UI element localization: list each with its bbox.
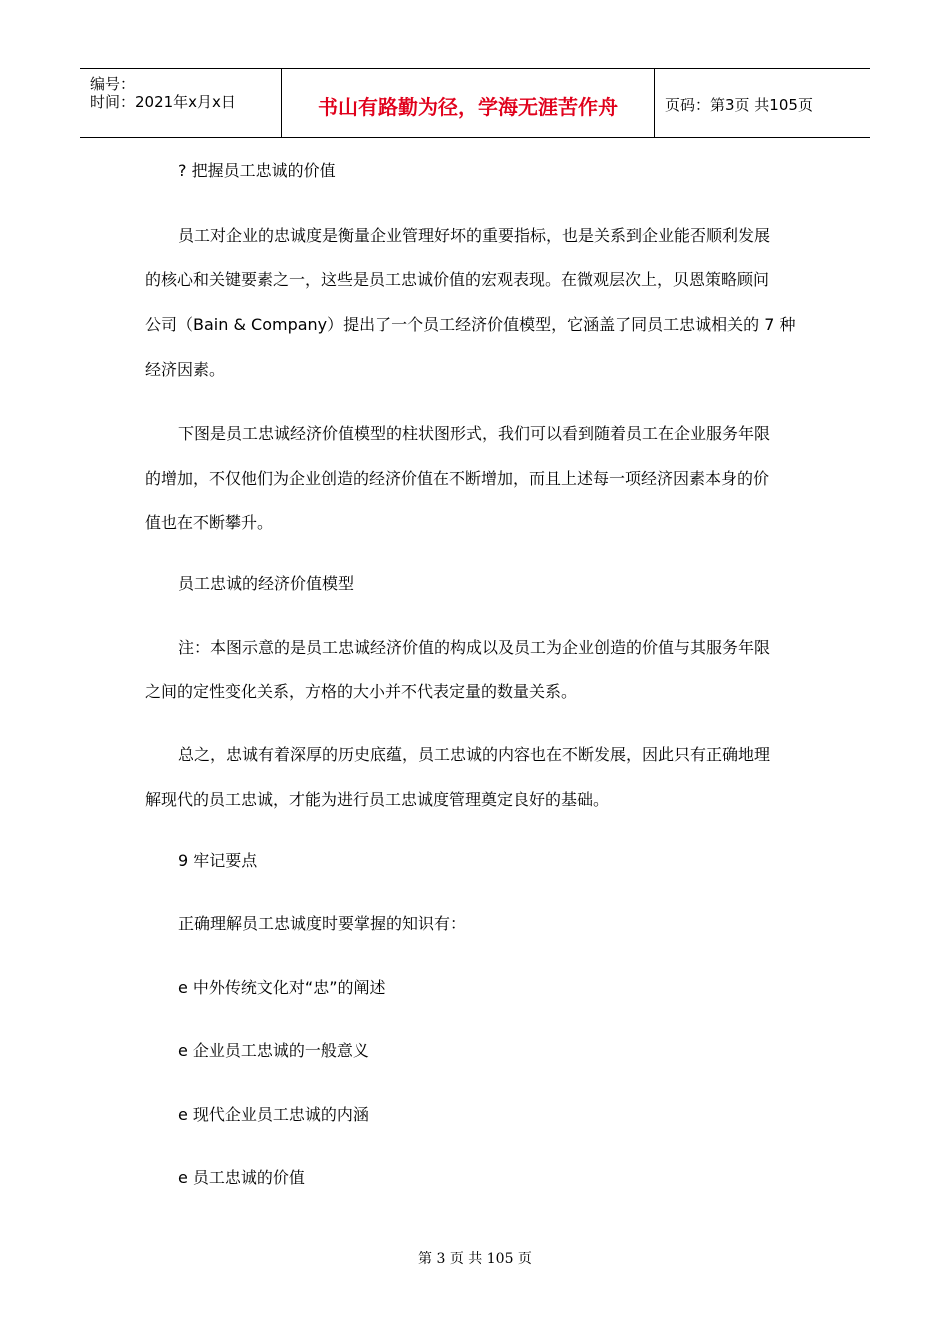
section-heading: ? 把握员工忠诚的价值	[178, 161, 336, 180]
date-label: 时间：2021年x月x日	[90, 93, 236, 111]
note-line: 之间的定性变化关系，方格的大小并不代表定量的数量关系。	[145, 682, 578, 701]
header-motto-cell	[282, 69, 655, 137]
figure-caption: 员工忠诚的经济价值模型	[178, 574, 355, 593]
paragraph-line: 值也在不断攀升。	[145, 513, 274, 532]
header-page-cell	[655, 69, 870, 137]
number-label: 编号：	[90, 75, 136, 93]
paragraph-line: 的核心和关键要素之一，这些是员工忠诚价值的宏观表现。在微观层次上，贝恩策略顾问	[145, 270, 770, 289]
paragraph-line: 的增加，不仅他们为企业创造的经济价值在不断增加，而且上述每一项经济因素本身的价	[145, 469, 770, 488]
list-item: e 现代企业员工忠诚的内涵	[178, 1105, 369, 1124]
paragraph-line: 公司（Bain & Company）提出了一个员工经济价值模型，它涵盖了同员工忠诚相关的 7 种	[145, 315, 796, 334]
list-item: e 企业员工忠诚的一般意义	[178, 1041, 369, 1060]
header-left-cell	[80, 69, 282, 137]
header-motto: 书山有路勤为径，学海无涯苦作舟	[318, 95, 618, 119]
list-item: e 员工忠诚的价值	[178, 1168, 305, 1187]
header-page-label: 页码：第3页 共105页	[665, 96, 813, 114]
paragraph-line: 下图是员工忠诚经济价值模型的柱状图形式，我们可以看到随着员工在企业服务年限	[178, 424, 771, 443]
key-points-heading: 9 牢记要点	[178, 851, 258, 870]
paragraph-line: 解现代的员工忠诚，才能为进行员工忠诚度管理奠定良好的基础。	[145, 790, 610, 809]
note-line: 注：本图示意的是员工忠诚经济价值的构成以及员工为企业创造的价值与其服务年限	[178, 638, 771, 657]
paragraph-line: 总之，忠诚有着深厚的历史底蕴，员工忠诚的内容也在不断发展，因此只有正确地理	[178, 745, 771, 764]
paragraph-line: 员工对企业的忠诚度是衡量企业管理好坏的重要指标，也是关系到企业能否顺利发展	[178, 226, 771, 245]
page-header	[80, 68, 870, 138]
page-footer: 第 3 页 共 105 页	[418, 1251, 532, 1267]
key-points-intro: 正确理解员工忠诚度时要掌握的知识有：	[178, 914, 467, 933]
list-item: e 中外传统文化对“忠”的阐述	[178, 978, 386, 997]
paragraph-line: 经济因素。	[145, 360, 226, 379]
